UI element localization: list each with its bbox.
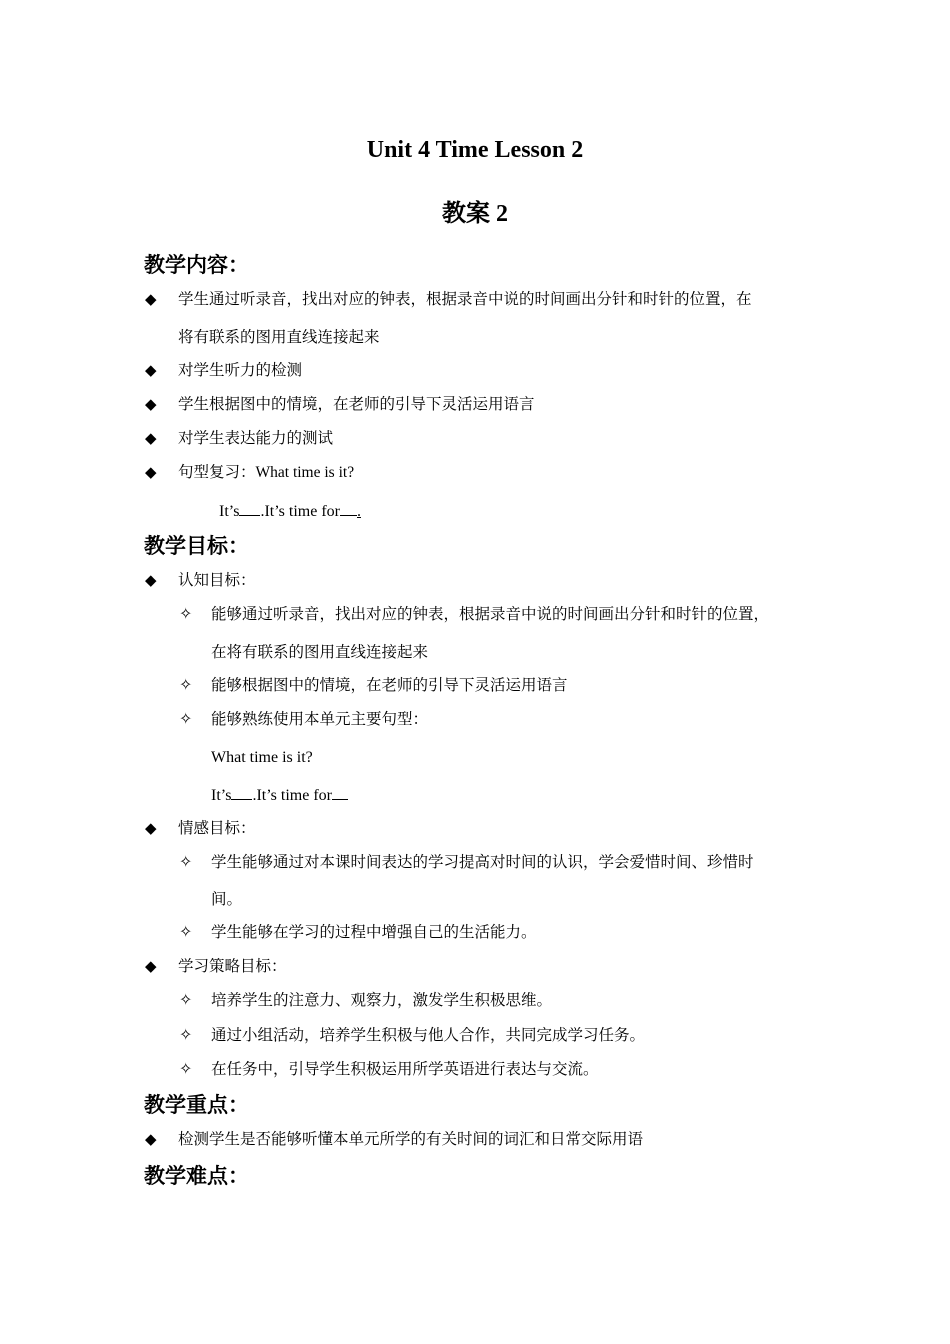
bullet-diamond-icon: ◆ <box>145 1132 157 1148</box>
section-heading-content: 教学内容： <box>144 253 249 277</box>
sub-bullet-star-icon: ✧ <box>179 606 193 623</box>
sub-bullet-star-icon: ✧ <box>179 854 193 871</box>
emotional-item-2: 学生能够在学习的过程中增强自己的生活能力。 <box>211 924 537 941</box>
strategy-item-1: 培养学生的注意力、观察力，激发学生积极思维。 <box>211 992 553 1009</box>
content-item-3: 学生根据图中的情境，在老师的引导下灵活运用语言 <box>178 396 535 413</box>
fill-in-blank <box>231 785 252 800</box>
cognitive-item-1-line-2: 在将有联系的图用直线连接起来 <box>211 644 429 661</box>
bullet-diamond-icon: ◆ <box>145 959 157 975</box>
cognitive-item-1-line-1: 能够通过听录音，找出对应的钟表，根据录音中说的时间画出分针和时针的位置， <box>211 606 770 623</box>
pattern-mid: .It’s time for <box>260 503 340 520</box>
sub-bullet-star-icon: ✧ <box>179 677 193 694</box>
sub-bullet-star-icon: ✧ <box>179 1027 193 1044</box>
sub-bullet-star-icon: ✧ <box>179 992 193 1009</box>
sub-bullet-star-icon: ✧ <box>179 1061 193 1078</box>
cognitive-pattern-line <box>211 785 348 806</box>
bullet-diamond-icon: ◆ <box>145 363 157 379</box>
pattern-end: . <box>357 503 361 520</box>
content-item-5: 句型复习：What time is it? <box>178 464 355 481</box>
bullet-diamond-icon: ◆ <box>145 573 157 589</box>
bullet-diamond-icon: ◆ <box>145 292 157 308</box>
content-item-1-line-2: 将有联系的图用直线连接起来 <box>178 329 380 346</box>
emotional-item-1-line-2: 间。 <box>211 891 243 908</box>
bullet-diamond-icon: ◆ <box>145 465 157 481</box>
key-point-item-1: 检测学生是否能够听懂本单元所学的有关时间的词汇和日常交际用语 <box>178 1131 644 1148</box>
cognitive-item-2: 能够根据图中的情境，在老师的引导下灵活运用语言 <box>211 677 568 694</box>
bullet-diamond-icon: ◆ <box>145 397 157 413</box>
bullet-diamond-icon: ◆ <box>145 431 157 447</box>
bullet-diamond-icon: ◆ <box>145 821 157 837</box>
goal-emotional-label: 情感目标： <box>178 820 256 837</box>
document-subtitle: 教案 2 <box>442 201 508 227</box>
sentence-pattern-line <box>219 501 361 522</box>
strategy-item-3: 在任务中，引导学生积极运用所学英语进行表达与交流。 <box>211 1061 599 1078</box>
cognitive-item-3: 能够熟练使用本单元主要句型： <box>211 711 429 728</box>
pattern-its: It’s <box>219 503 240 520</box>
strategy-item-2: 通过小组活动，培养学生积极与他人合作，共同完成学习任务。 <box>211 1027 646 1044</box>
section-heading-key-points: 教学重点： <box>144 1093 249 1117</box>
content-item-2: 对学生听力的检测 <box>178 362 303 379</box>
emotional-item-1-line-1: 学生能够通过对本课时间表达的学习提高对时间的认识，学会爱惜时间、珍惜时 <box>211 854 754 871</box>
cognitive-question: What time is it? <box>211 749 313 766</box>
sub-bullet-star-icon: ✧ <box>179 924 193 941</box>
goal-strategy-label: 学习策略目标： <box>178 958 287 975</box>
pattern-mid: .It’s time for <box>252 787 332 804</box>
content-item-1-line-1: 学生通过听录音，找出对应的钟表，根据录音中说的时间画出分针和时针的位置，在 <box>178 291 752 308</box>
fill-in-blank <box>239 501 260 516</box>
pattern-its: It’s <box>211 787 232 804</box>
content-item-4: 对学生表达能力的测试 <box>178 430 334 447</box>
fill-in-blank <box>340 501 357 516</box>
fill-in-blank <box>332 785 348 800</box>
section-heading-goals: 教学目标： <box>144 534 249 558</box>
goal-cognitive-label: 认知目标： <box>178 572 256 589</box>
document-title: Unit 4 Time Lesson 2 <box>366 137 584 163</box>
sub-bullet-star-icon: ✧ <box>179 711 193 728</box>
section-heading-difficulties: 教学难点： <box>144 1164 249 1188</box>
